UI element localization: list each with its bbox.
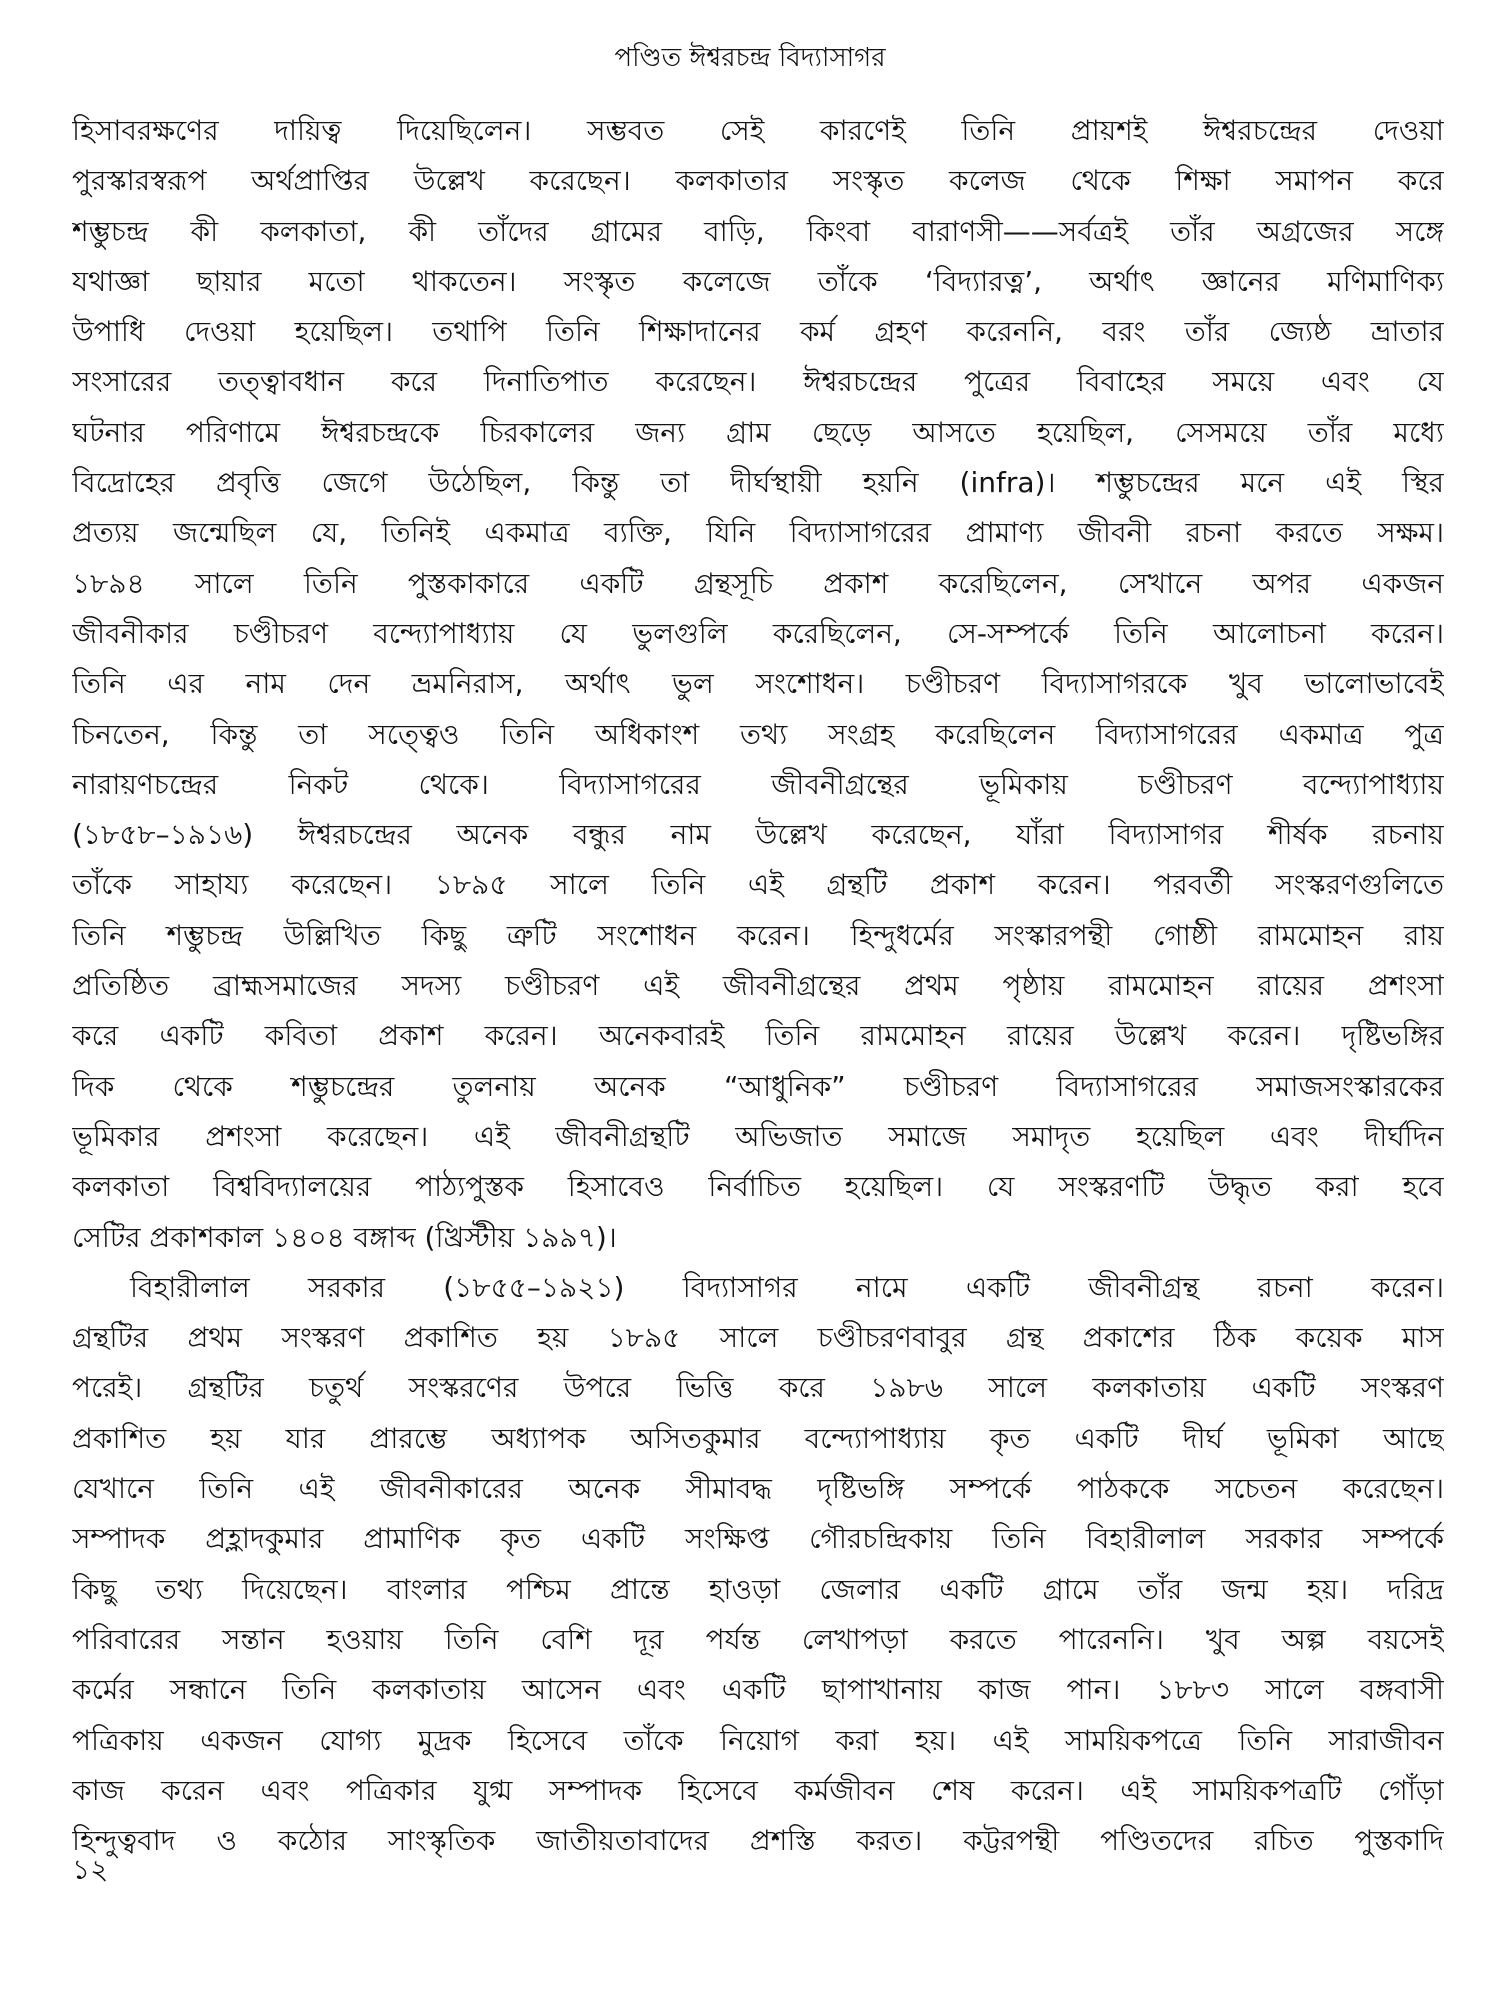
- text-line: পরিবারের সন্তান হওয়ায় তিনি বেশি দূর পর্যন্ত লেখাপড়া করতে পারেননি। খুব অল্প বয়সেই: [72, 1622, 1444, 1656]
- text-line: তাঁকে সাহায্য করেছেন। ১৮৯৫ সালে তিনি এই গ্রন্থটি প্রকাশ করেন। পরবর্তী সংস্করণগুলিতে: [72, 868, 1444, 902]
- text-line: কিছু তথ্য দিয়েছেন। বাংলার পশ্চিম প্রান্তে হাওড়া জেলার একটি গ্রামে তাঁর জন্ম হয়। দরিদ্র: [72, 1572, 1444, 1606]
- paragraph-1: [72, 106, 1444, 1263]
- text-line: পরেই। গ্রন্থটির চতুর্থ সংস্করণের উপরে ভিত্তি করে ১৯৮৬ সালে কলকাতায় একটি সংস্করণ: [72, 1371, 1444, 1405]
- text-line: চিনতেন, কিন্তু তা সত্ত্বেও তিনি অধিকাংশ তথ্য সংগ্রহ করেছিলেন বিদ্যাসাগরের একমাত্র পুত্র: [72, 717, 1444, 751]
- text-line: উপাধি দেওয়া হয়েছিল। তথাপি তিনি শিক্ষাদানের কর্ম গ্রহণ করেননি, বরং তাঁর জ্যেষ্ঠ ভ্রাতার: [72, 315, 1444, 349]
- text-line: গ্রন্থটির প্রথম সংস্করণ প্রকাশিত হয় ১৮৯৫ সালে চণ্ডীচরণবাবুর গ্রন্থ প্রকাশের ঠিক কয়েক মাস: [72, 1321, 1444, 1355]
- text-line: কাজ করেন এবং পত্রিকার যুগ্ম সম্পাদক হিসেবে কর্মজীবন শেষ করেন। এই সাময়িকপত্রটি গোঁড়া: [72, 1773, 1444, 1807]
- text-line: প্রত্যয় জন্মেছিল যে, তিনিই একমাত্র ব্যক্তি, যিনি বিদ্যাসাগরের প্রামাণ্য জীবনী রচনা করতে সক্ষম।: [72, 516, 1444, 550]
- text-line: সংসারের তত্ত্বাবধান করে দিনাতিপাত করেছেন। ঈশ্বরচন্দ্রের পুত্রের বিবাহের সময়ে এবং যে: [72, 365, 1444, 399]
- text-line: করে একটি কবিতা প্রকাশ করেন। অনেকবারই তিনি রামমোহন রায়ের উল্লেখ করেন। দৃষ্টিভঙ্গির: [72, 1019, 1444, 1053]
- text-line: তিনি শম্ভুচন্দ্র উল্লিখিত কিছু ত্রুটি সংশোধন করেন। হিন্দুধর্মের সংস্কারপন্থী গোষ্ঠী রামমোহন রায়: [72, 918, 1444, 952]
- text-line: শম্ভুচন্দ্র কী কলকাতা, কী তাঁদের গ্রামের বাড়ি, কিংবা বারাণসী——সর্বত্রই তাঁর অগ্রজের সঙ্গে: [72, 214, 1444, 248]
- text-line: যথাজ্ঞা ছায়ার মতো থাকতেন। সংস্কৃত কলেজে তাঁকে ‘বিদ্যারত্ন’, অর্থাৎ জ্ঞানের মণিমাণিক্য: [72, 264, 1444, 298]
- text-line: ঘটনার পরিণামে ঈশ্বরচন্দ্রকে চিরকালের জন্য গ্রাম ছেড়ে আসতে হয়েছিল, সেসময়ে তাঁর মধ্যে: [72, 415, 1444, 449]
- text-line: বিহারীলাল সরকার (১৮৫৫–১৯২১) বিদ্যাসাগর নামে একটি জীবনীগ্রন্থ রচনা করেন।: [130, 1270, 1444, 1304]
- text-line: ১৮৯৪ সালে তিনি পুস্তকাকারে একটি গ্রন্থসূচি প্রকাশ করেছিলেন, সেখানে অপর একজন: [72, 566, 1444, 600]
- text-line: দিক থেকে শম্ভুচন্দ্রের তুলনায় অনেক “আধুনিক” চণ্ডীচরণ বিদ্যাসাগরের সমাজসংস্কারকের: [72, 1069, 1444, 1103]
- text-line: সেটির প্রকাশকাল ১৪০৪ বঙ্গাব্দ (খ্রিস্টীয় ১৯৯৭)।: [72, 1220, 617, 1254]
- page-number: ১২: [72, 1853, 109, 1886]
- text-line: কর্মের সন্ধানে তিনি কলকাতায় আসেন এবং একটি ছাপাখানায় কাজ পান। ১৮৮৩ সালে বঙ্গবাসী: [72, 1673, 1444, 1707]
- body-text: [72, 106, 1444, 1866]
- text-line: পুরস্কারস্বরূপ অর্থপ্রাপ্তির উল্লেখ করেছেন। কলকাতার সংস্কৃত কলেজ থেকে শিক্ষা সমাপন করে: [72, 164, 1444, 198]
- text-line: হিন্দুত্ববাদ ও কঠোর সাংস্কৃতিক জাতীয়তাবাদের প্রশস্তি করত। কট্টরপন্থী পণ্ডিতদের রচিত পুস্তকাদি: [72, 1824, 1444, 1858]
- text-line: প্রতিষ্ঠিত ব্রাহ্মসমাজের সদস্য চণ্ডীচরণ এই জীবনীগ্রন্থের প্রথম পৃষ্ঠায় রামমোহন রায়ের প্রশংসা: [72, 969, 1444, 1003]
- text-line: বিদ্রোহের প্রবৃত্তি জেগে উঠেছিল, কিন্তু তা দীর্ঘস্থায়ী হয়নি (infra)। শম্ভুচন্দ্রের মনে এই স্থির: [72, 466, 1444, 500]
- text-line: কলকাতা বিশ্ববিদ্যালয়ের পাঠ্যপুস্তক হিসাবেও নির্বাচিত হয়েছিল। যে সংস্করণটি উদ্ধৃত করা হবে: [72, 1170, 1444, 1204]
- text-line: তিনি এর নাম দেন ভ্রমনিরাস, অর্থাৎ ভুল সংশোধন। চণ্ডীচরণ বিদ্যাসাগরকে খুব ভালোভাবেই: [72, 667, 1444, 701]
- text-line: হিসাবরক্ষণের দায়িত্ব দিয়েছিলেন। সম্ভবত সেই কারণেই তিনি প্রায়শই ঈশ্বরচন্দ্রের দেওয়া: [72, 114, 1444, 147]
- text-line: নারায়ণচন্দ্রের নিকট থেকে। বিদ্যাসাগরের জীবনীগ্রন্থের ভূমিকায় চণ্ডীচরণ বন্দ্যোপাধ্যায়: [72, 767, 1444, 801]
- text-line: প্রকাশিত হয় যার প্রারম্ভে অধ্যাপক অসিতকুমার বন্দ্যোপাধ্যায় কৃত একটি দীর্ঘ ভূমিকা আছে: [72, 1421, 1444, 1455]
- text-line: পত্রিকায় একজন যোগ্য মুদ্রক হিসেবে তাঁকে নিয়োগ করা হয়। এই সাময়িকপত্রে তিনি সারাজীবন: [72, 1723, 1444, 1757]
- text-line: যেখানে তিনি এই জীবনীকারের অনেক সীমাবদ্ধ দৃষ্টিভঙ্গি সম্পর্কে পাঠককে সচেতন করেছেন।: [72, 1472, 1444, 1506]
- text-line: সম্পাদক প্রহ্লাদকুমার প্রামাণিক কৃত একটি সংক্ষিপ্ত গৌরচন্দ্রিকায় তিনি বিহারীলাল সরকার সম্পর্কে: [72, 1522, 1444, 1556]
- text-line: (১৮৫৮–১৯১৬) ঈশ্বরচন্দ্রের অনেক বন্ধুর নাম উল্লেখ করেছেন, যাঁরা বিদ্যাসাগর শীর্ষক রচনায়: [72, 818, 1444, 852]
- text-line: ভূমিকার প্রশংসা করেছেন। এই জীবনীগ্রন্থটি অভিজাত সমাজে সমাদৃত হয়েছিল এবং দীর্ঘদিন: [72, 1119, 1444, 1153]
- running-header: পণ্ডিত ঈশ্বরচন্দ্র বিদ্যাসাগর: [614, 43, 886, 73]
- text-line: জীবনীকার চণ্ডীচরণ বন্দ্যোপাধ্যায় যে ভুলগুলি করেছিলেন, সে-সম্পর্কে তিনি আলোচনা করেন।: [72, 616, 1444, 650]
- paragraph-2: [72, 1263, 1444, 1867]
